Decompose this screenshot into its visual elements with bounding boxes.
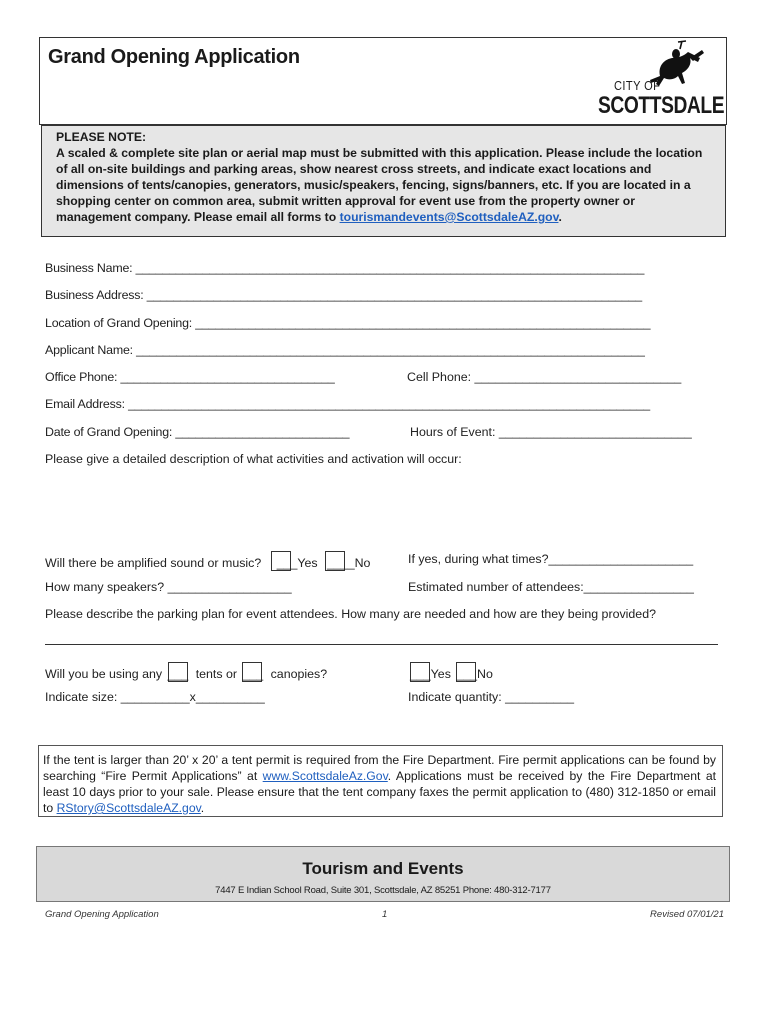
note-box — [41, 125, 726, 237]
attendees-label: Estimated number of attendees:________________ — [408, 580, 694, 594]
tents-blank: ___ — [167, 667, 189, 681]
tents-question — [45, 662, 327, 682]
email-field[interactable] — [45, 397, 650, 411]
applicant-field[interactable] — [45, 343, 645, 357]
sound-yes-label: ___Yes — [276, 556, 318, 570]
parking-label: Please describe the parking plan for event attendees. How many are needed and how are they being provided? — [45, 607, 656, 621]
tent-note-part1: If the tent is larger than 20’ x 20’ a tent permit is required from the Fire Department. Fire permit applications can be found by searching “Fire Permit Applications” at — [43, 753, 716, 783]
tent-yes-no — [410, 662, 493, 682]
rstory-email-link[interactable]: RStory@ScottsdaleAZ.gov — [56, 801, 201, 815]
note-end: . — [558, 210, 562, 224]
footer-title: Tourism and Events — [302, 859, 464, 878]
business-address-label: Business Address: __________________________________________________________________________ — [45, 288, 642, 302]
office-phone-field[interactable] — [45, 370, 335, 384]
footer-doc-name: Grand Opening Application — [45, 909, 159, 920]
footer-address: 7447 E Indian School Road, Suite 301, Scottsdale, AZ 85251 Phone: 480-312-7177 — [215, 885, 551, 896]
scottsdale-website-link[interactable]: www.ScottsdaleAz.Gov — [262, 769, 388, 783]
sound-question — [45, 551, 370, 571]
tent-note-part3: . — [200, 801, 205, 815]
tent-no-label: ___No — [456, 667, 493, 681]
cell-phone-field[interactable] — [407, 370, 681, 384]
tent-permit-note — [38, 745, 723, 817]
hours-label: Hours of Event: ____________________________ — [410, 425, 692, 439]
page-number: 1 — [382, 909, 388, 920]
email-label: Email Address: ______________________________________________________________________________ — [45, 397, 650, 411]
sound-no-label: ____No — [327, 556, 371, 570]
location-label: Location of Grand Opening: ____________________________________________________________________ — [45, 316, 651, 330]
size-field[interactable] — [45, 690, 265, 704]
office-phone-label: Office Phone: ________________________________ — [45, 370, 335, 384]
business-name-field[interactable] — [45, 261, 644, 275]
description-label: Please give a detailed description of what activities and activation will occur: — [45, 452, 462, 466]
business-address-field[interactable] — [45, 288, 642, 302]
applicant-label: Applicant Name: ____________________________________________________________________________ — [45, 343, 645, 357]
times-field[interactable] — [408, 552, 693, 566]
attendees-field[interactable] — [408, 580, 694, 594]
tent-note-part2: . Applications must be received by the Fire Department at least 10 days prior to your sale. Please ensure that the tent company faxes the permit application to (480) 312-1850 or email to — [43, 769, 716, 815]
header-box — [39, 37, 727, 125]
footer-box — [36, 846, 730, 902]
note-body: A scaled & complete site plan or aerial map must be submitted with this application. Please include the location of all on-site buildings and parking areas, show nearest cross streets, and indicate exact locations and dimensions of tents/canopies, generators, music/speakers, fencing, signs/banners, etc. If you are located in a shopping center on common area, submit written approval for event use from the property owner or management company. Please email all forms to — [56, 146, 703, 224]
parking-answer-line[interactable] — [45, 644, 718, 645]
times-label: If yes, during what times?_____________________ — [408, 552, 694, 566]
revised-date: Revised 07/01/21 — [650, 909, 724, 920]
note-email-link[interactable]: tourismandevents@ScottsdaleAZ.gov — [339, 210, 559, 224]
date-label: Date of Grand Opening: __________________________ — [45, 425, 350, 439]
location-field[interactable] — [45, 316, 650, 330]
city-logo — [582, 40, 725, 122]
logo-name-text: SCOTTSDALE — [598, 92, 725, 119]
canopies-blank: ___ — [242, 667, 264, 681]
description-prompt — [45, 452, 462, 466]
quantity-label: Indicate quantity: __________ — [408, 690, 575, 704]
cell-phone-label: Cell Phone: ______________________________ — [407, 370, 682, 384]
sound-question-label: Will there be amplified sound or music? — [45, 556, 262, 570]
logo-city-text: CITY OF — [614, 78, 661, 93]
speakers-field[interactable] — [45, 580, 292, 594]
parking-prompt — [45, 607, 656, 621]
tents-or-label: tents or — [195, 667, 238, 681]
quantity-field[interactable] — [408, 690, 574, 704]
tent-yes-label: ___Yes — [410, 667, 451, 681]
size-label: Indicate size: __________x__________ — [45, 690, 265, 704]
business-name-label: Business Name: ____________________________________________________________________________ — [45, 261, 645, 275]
date-field[interactable] — [45, 425, 349, 439]
page-title: Grand Opening Application — [48, 46, 300, 68]
tents-question-label: Will you be using any — [45, 667, 163, 681]
speakers-label: How many speakers? __________________ — [45, 580, 292, 594]
hours-field[interactable] — [410, 425, 692, 439]
note-heading: PLEASE NOTE: — [56, 130, 147, 144]
canopies-label: canopies? — [270, 667, 328, 681]
